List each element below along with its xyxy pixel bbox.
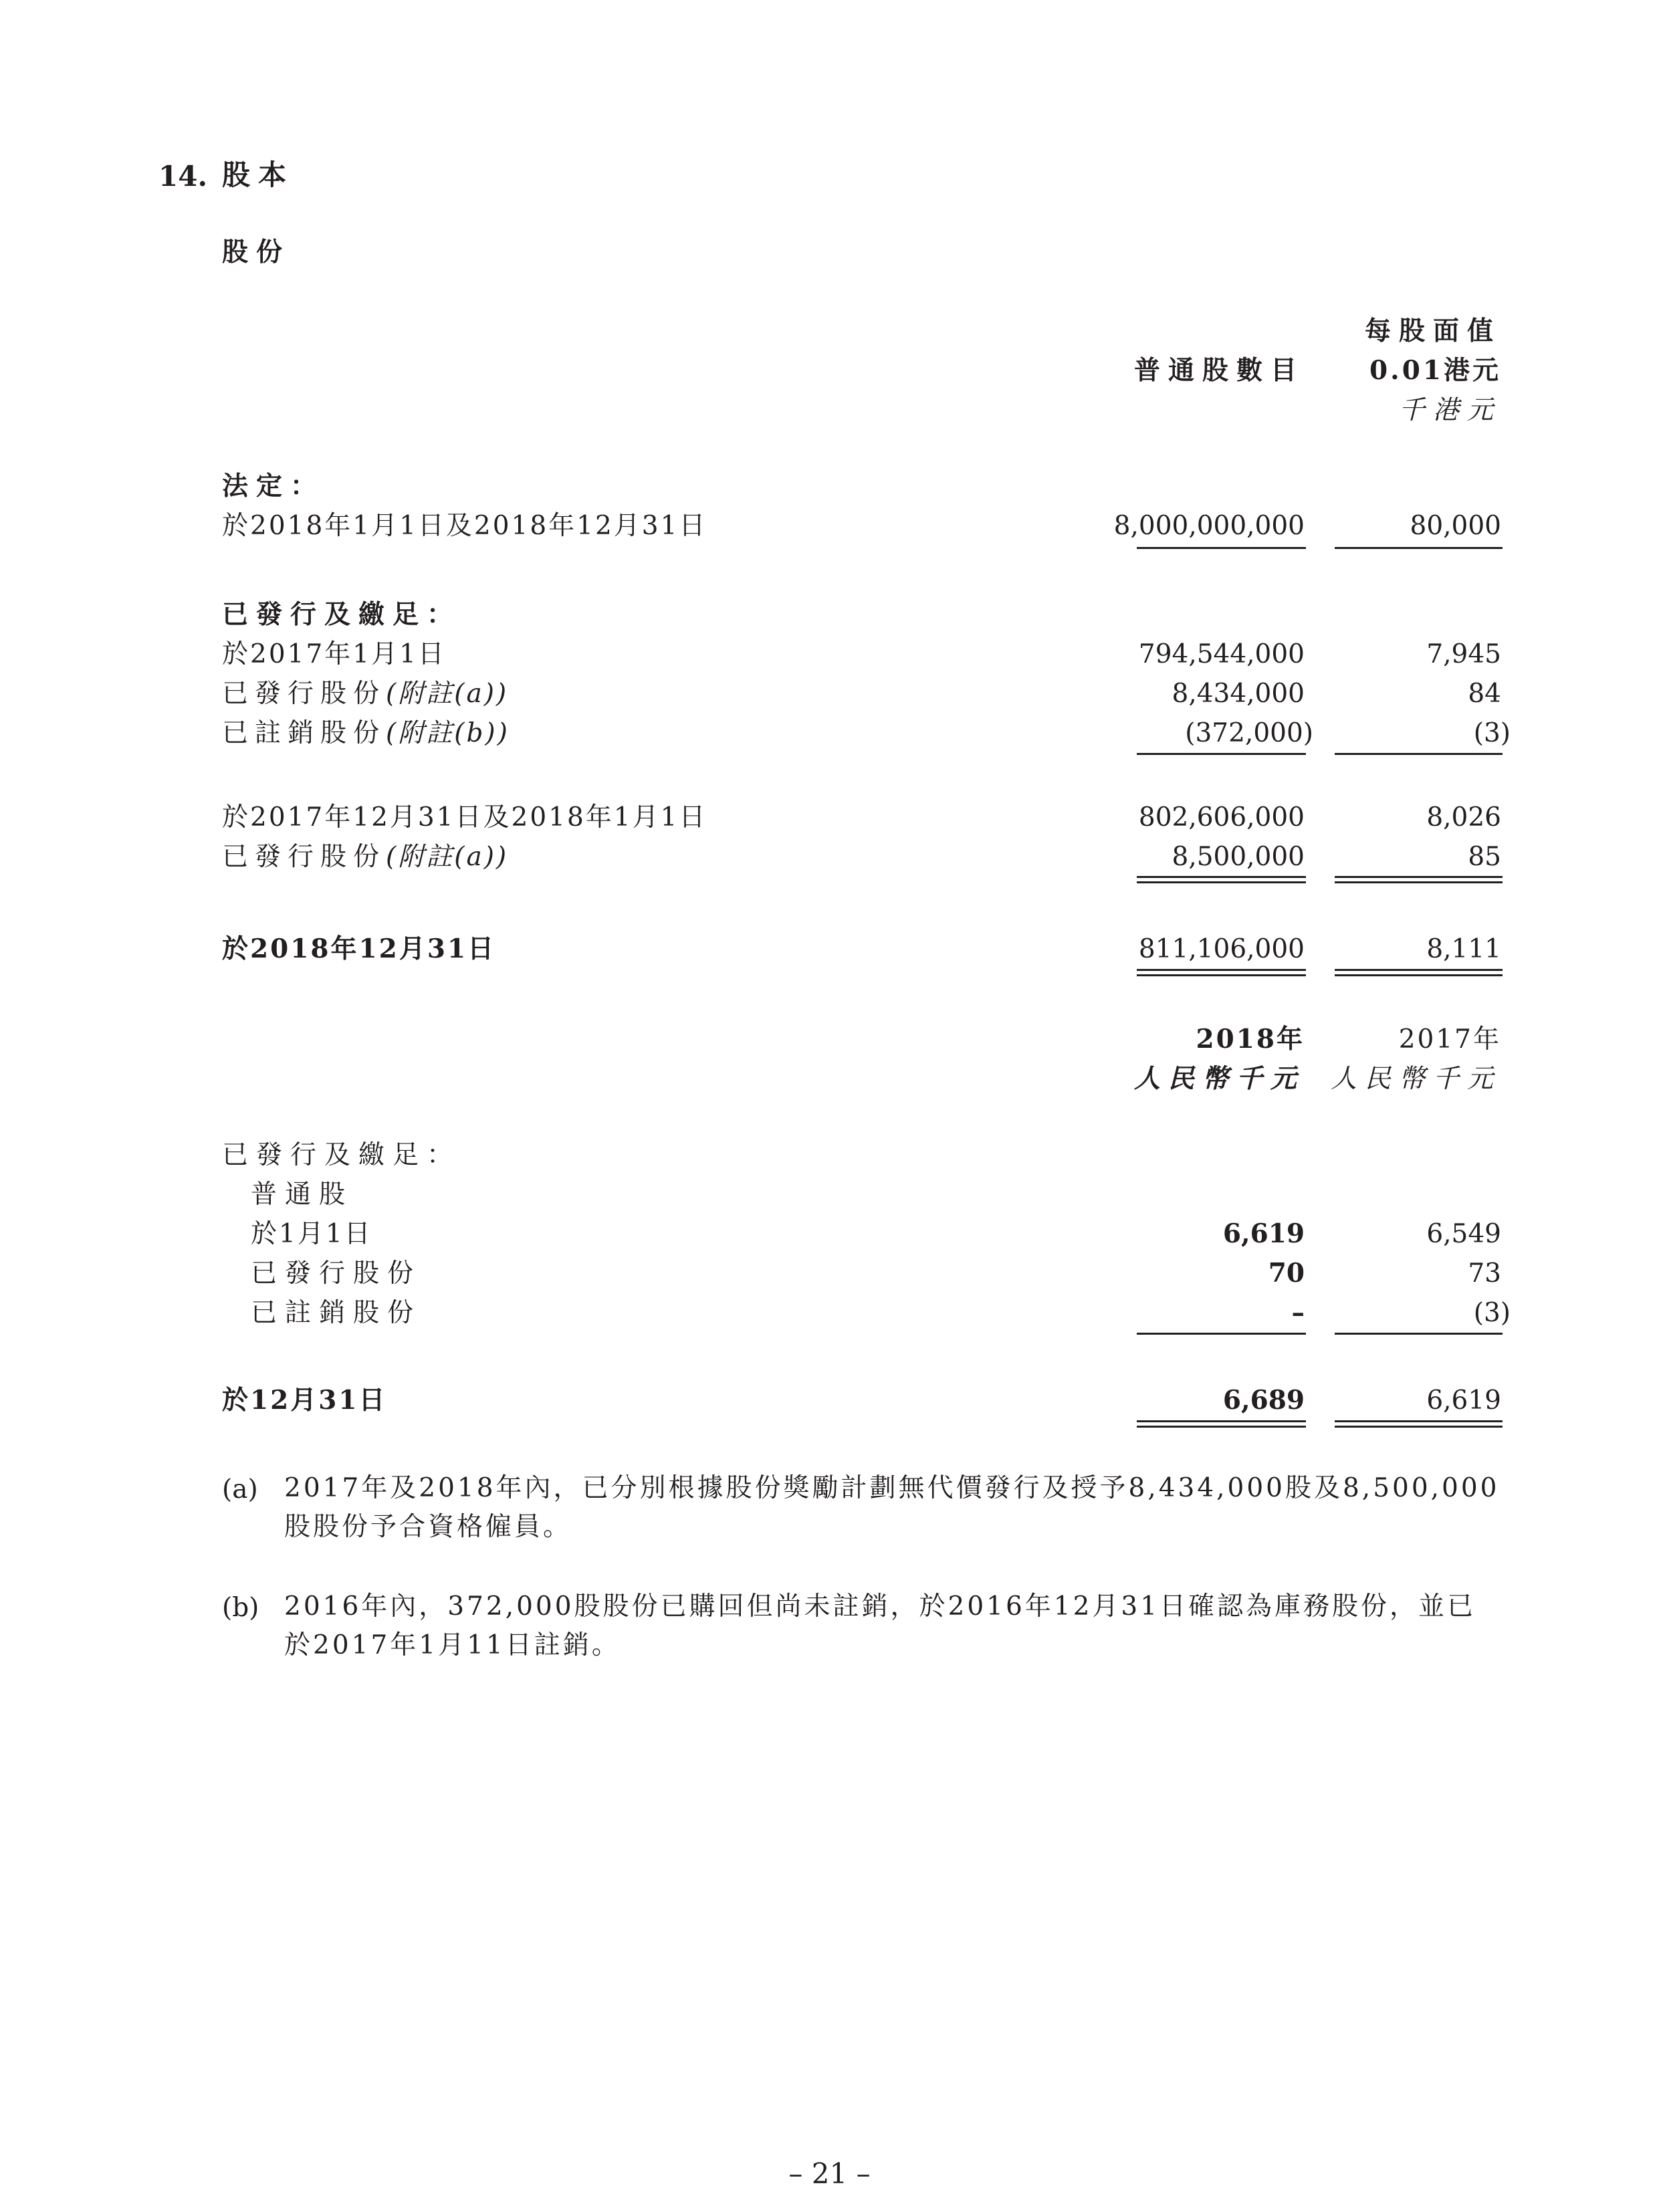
- row-label: 於1月1日: [251, 1219, 372, 1249]
- double-underline: [1137, 881, 1306, 883]
- underline: [1335, 753, 1503, 755]
- note-marker-b: (b): [222, 1593, 259, 1623]
- row-label: 於2017年12月31日及2018年1月1日: [222, 802, 707, 833]
- row-label: 已註銷股份: [222, 718, 386, 748]
- row-value: 7,945: [1426, 639, 1501, 669]
- double-underline: [1137, 974, 1306, 976]
- section-subtitle: 股份: [222, 237, 291, 267]
- underline: [1335, 547, 1503, 549]
- section-number: 14.: [158, 160, 208, 193]
- note-text-b: 2016年內，372,000股股份已購回但尚未註銷，於2016年12月31日確認為庫務股份，並已於2017年1月11日註銷。: [284, 1591, 1476, 1660]
- issued-heading-2: 已發行及繳足：: [222, 1140, 461, 1170]
- table-row: [222, 720, 510, 746]
- header-par-amount: 0.01港元: [1369, 355, 1501, 386]
- underline: [1137, 1333, 1306, 1335]
- row-2017: 6,549: [1426, 1219, 1501, 1249]
- total-2017: 6,619: [1426, 1386, 1501, 1416]
- header-unit-hkd: 千港元: [1398, 395, 1501, 425]
- row-2017: 73: [1468, 1258, 1501, 1289]
- double-underline: [1335, 881, 1503, 883]
- row-value: 80,000: [1410, 511, 1501, 541]
- row-value: (3): [1473, 718, 1511, 748]
- header-ordinary-shares: 普通股數目: [1133, 355, 1305, 386]
- row-note-ref: (附註(a)): [386, 842, 509, 872]
- total-2018: 6,689: [1222, 1385, 1305, 1416]
- section-title: 股本: [222, 158, 295, 191]
- row-value: 8,026: [1426, 802, 1501, 833]
- double-underline: [1335, 974, 1503, 976]
- row-label: 於2017年1月1日: [222, 639, 446, 669]
- total-label: 於2018年12月31日: [222, 933, 496, 964]
- authorised-heading: 法定：: [222, 471, 325, 502]
- ordinary-shares-subheading: 普通股: [251, 1180, 354, 1210]
- table-row: [222, 844, 508, 870]
- double-underline: [1335, 969, 1503, 971]
- double-underline: [1137, 969, 1306, 971]
- double-underline: [1335, 1420, 1503, 1422]
- header-year-2018: 2018年: [1196, 1024, 1305, 1055]
- underline: [1335, 1333, 1503, 1335]
- total-value: 8,111: [1426, 934, 1501, 964]
- issued-heading: 已發行及繳足：: [222, 599, 461, 630]
- row-2018: 70: [1268, 1258, 1305, 1289]
- row-shares: 802,606,000: [1138, 802, 1305, 833]
- page-number: – 21 –: [788, 2157, 871, 2190]
- double-underline: [1137, 1426, 1306, 1428]
- underline: [1137, 753, 1306, 755]
- row-note-ref: (附註(a)): [386, 679, 509, 709]
- row-label: 已發行股份: [251, 1258, 422, 1289]
- row-shares: 8,434,000: [1172, 679, 1305, 709]
- row-label: 於2018年1月1日及2018年12月31日: [222, 511, 707, 541]
- total-shares: 811,106,000: [1138, 934, 1305, 964]
- double-underline: [1335, 1426, 1503, 1428]
- row-2017: (3): [1473, 1298, 1511, 1328]
- header-unit-rmb-2017: 人民幣千元: [1330, 1064, 1501, 1094]
- double-underline: [1137, 876, 1306, 878]
- row-label: 已註銷股份: [251, 1298, 422, 1328]
- note-text-a: 2017年及2018年內，已分別根據股份獎勵計劃無代價發行及授予8,434,000股及8,500,000股股份予合資格僱員。: [284, 1473, 1500, 1542]
- row-shares: 8,000,000,000: [1113, 511, 1305, 541]
- header-par-value: 每股面值: [1364, 316, 1501, 346]
- row-value: 85: [1468, 842, 1501, 872]
- row-2018: 6,619: [1222, 1218, 1305, 1249]
- table-row: [222, 681, 508, 707]
- row-shares: 794,544,000: [1138, 639, 1305, 669]
- row-shares: 8,500,000: [1172, 842, 1305, 872]
- row-value: 84: [1468, 679, 1501, 709]
- row-note-ref: (附註(b)): [386, 718, 510, 748]
- total-label: 於12月31日: [222, 1385, 387, 1416]
- row-2018: –: [1291, 1297, 1305, 1328]
- note-marker-a: (a): [222, 1474, 258, 1505]
- row-label: 已發行股份: [222, 842, 386, 872]
- header-unit-rmb-2018: 人民幣千元: [1133, 1063, 1305, 1094]
- row-shares: (372,000): [1185, 718, 1313, 748]
- double-underline: [1137, 1420, 1306, 1422]
- row-label: 已發行股份: [222, 679, 386, 709]
- header-year-2017: 2017年: [1398, 1024, 1501, 1055]
- double-underline: [1335, 876, 1503, 878]
- underline: [1137, 547, 1306, 549]
